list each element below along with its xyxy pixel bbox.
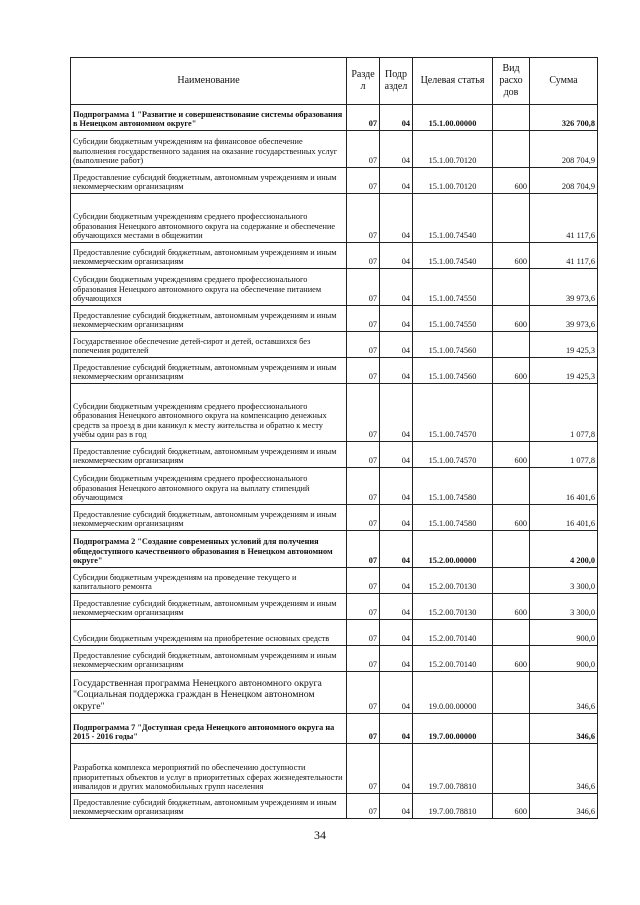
row-name-cell: Предоставление субсидий бюджетным, автономным учреждениям и иным некоммерческим организациям <box>71 306 347 332</box>
row-target-article-cell: 15.1.00.74540 <box>413 243 493 269</box>
row-target-article-cell: 19.7.00.00000 <box>413 714 493 744</box>
row-section-cell: 07 <box>347 306 380 332</box>
row-sum-cell: 346,6 <box>530 794 598 819</box>
row-expense-type-cell: 600 <box>493 794 530 819</box>
table-row <box>71 794 598 819</box>
table-row <box>71 505 598 531</box>
row-section-cell: 07 <box>347 568 380 594</box>
row-target-article-cell: 15.1.00.74560 <box>413 358 493 384</box>
row-subsection-cell: 04 <box>380 672 413 714</box>
row-name-cell: Предоставление субсидий бюджетным, автономным учреждениям и иным некоммерческим организациям <box>71 646 347 672</box>
row-sum-cell: 19 425,3 <box>530 358 598 384</box>
row-expense-type-cell <box>493 714 530 744</box>
row-name-cell: Государственная программа Ненецкого автономного округа "Социальная поддержка граждан в Ненецком автономном округе" <box>71 672 347 714</box>
row-section-cell: 07 <box>347 620 380 646</box>
table-row <box>71 646 598 672</box>
row-expense-type-cell: 600 <box>493 594 530 620</box>
row-target-article-cell: 19.0.00.00000 <box>413 672 493 714</box>
row-section-cell: 07 <box>347 531 380 568</box>
row-subsection-cell: 04 <box>380 442 413 468</box>
budget-table <box>70 57 598 819</box>
row-sum-cell: 39 973,6 <box>530 306 598 332</box>
row-section-cell: 07 <box>347 744 380 794</box>
row-section-cell: 07 <box>347 332 380 358</box>
table-row <box>71 131 598 168</box>
row-section-cell: 07 <box>347 442 380 468</box>
row-target-article-cell: 15.2.00.00000 <box>413 531 493 568</box>
table-row <box>71 468 598 505</box>
row-subsection-cell: 04 <box>380 744 413 794</box>
row-name-cell: Предоставление субсидий бюджетным, автономным учреждениям и иным некоммерческим организациям <box>71 168 347 194</box>
row-sum-cell: 900,0 <box>530 646 598 672</box>
header-sum: Сумма <box>530 58 598 105</box>
row-sum-cell: 41 117,6 <box>530 243 598 269</box>
row-sum-cell: 16 401,6 <box>530 505 598 531</box>
row-section-cell: 07 <box>347 794 380 819</box>
row-expense-type-cell <box>493 744 530 794</box>
table-row <box>71 442 598 468</box>
row-name-cell: Субсидии бюджетным учреждениям среднего профессионального образования Ненецкого автономного округа на содержание и обеспечение обучающихся местами в общежитии <box>71 194 347 243</box>
table-row <box>71 194 598 243</box>
row-name-cell: Предоставление субсидий бюджетным, автономным учреждениям и иным некоммерческим организациям <box>71 594 347 620</box>
row-name-cell: Подпрограмма 7 "Доступная среда Ненецкого автономного округа на 2015 - 2016 годы" <box>71 714 347 744</box>
row-name-cell: Предоставление субсидий бюджетным, автономным учреждениям и иным некоммерческим организациям <box>71 358 347 384</box>
row-subsection-cell: 04 <box>380 568 413 594</box>
row-section-cell: 07 <box>347 672 380 714</box>
row-subsection-cell: 04 <box>380 646 413 672</box>
row-name-cell: Субсидии бюджетным учреждениям на проведение текущего и капитального ремонта <box>71 568 347 594</box>
table-row <box>71 620 598 646</box>
row-target-article-cell: 15.1.00.74570 <box>413 442 493 468</box>
row-section-cell: 07 <box>347 646 380 672</box>
row-sum-cell: 3 300,0 <box>530 594 598 620</box>
row-name-cell: Предоставление субсидий бюджетным, автономным учреждениям и иным некоммерческим организациям <box>71 442 347 468</box>
row-sum-cell: 41 117,6 <box>530 194 598 243</box>
table-row <box>71 672 598 714</box>
row-name-cell: Государственное обеспечение детей-сирот и детей, оставшихся без попечения родителей <box>71 332 347 358</box>
row-sum-cell: 19 425,3 <box>530 332 598 358</box>
row-target-article-cell: 15.2.00.70130 <box>413 568 493 594</box>
row-target-article-cell: 19.7.00.78810 <box>413 744 493 794</box>
row-name-cell: Предоставление субсидий бюджетным, автономным учреждениям и иным некоммерческим организациям <box>71 243 347 269</box>
row-subsection-cell: 04 <box>380 243 413 269</box>
row-subsection-cell: 04 <box>380 794 413 819</box>
header-expense-type: Вид расхо дов <box>493 58 530 105</box>
table-row <box>71 243 598 269</box>
row-expense-type-cell: 600 <box>493 168 530 194</box>
row-target-article-cell: 15.1.00.74550 <box>413 269 493 306</box>
row-expense-type-cell <box>493 531 530 568</box>
row-target-article-cell: 15.1.00.74570 <box>413 384 493 442</box>
row-section-cell: 07 <box>347 194 380 243</box>
table-row <box>71 744 598 794</box>
row-sum-cell: 1 077,8 <box>530 384 598 442</box>
row-name-cell: Субсидии бюджетным учреждениям на финансовое обеспечение выполнения государственного задания на оказание государственных услуг (выполнение работ) <box>71 131 347 168</box>
row-target-article-cell: 15.1.00.70120 <box>413 168 493 194</box>
row-expense-type-cell <box>493 568 530 594</box>
row-subsection-cell: 04 <box>380 194 413 243</box>
row-name-cell: Подпрограмма 2 "Создание современных условий для получения общедоступного качественного образования в Ненецком автономном округе" <box>71 531 347 568</box>
row-sum-cell: 900,0 <box>530 620 598 646</box>
row-sum-cell: 4 200,0 <box>530 531 598 568</box>
table-row <box>71 568 598 594</box>
row-name-cell: Субсидии бюджетным учреждениям на приобретение основных средств <box>71 620 347 646</box>
table-row <box>71 168 598 194</box>
row-section-cell: 07 <box>347 269 380 306</box>
budget-table-sheet <box>70 57 597 819</box>
row-name-cell: Субсидии бюджетным учреждениям среднего профессионального образования Ненецкого автономного округа на выплату стипендий обучающимся <box>71 468 347 505</box>
row-sum-cell: 326 700,8 <box>530 105 598 131</box>
row-sum-cell: 208 704,9 <box>530 131 598 168</box>
row-subsection-cell: 04 <box>380 105 413 131</box>
row-section-cell: 07 <box>347 105 380 131</box>
table-row <box>71 714 598 744</box>
table-row <box>71 594 598 620</box>
row-sum-cell: 346,6 <box>530 744 598 794</box>
row-expense-type-cell <box>493 131 530 168</box>
row-name-cell: Субсидии бюджетным учреждениям среднего профессионального образования Ненецкого автономного округа на компенсацию денежных средств за проезд в дни каникул к месту жительства и обратно к месту учёбы один раз в год <box>71 384 347 442</box>
row-section-cell: 07 <box>347 505 380 531</box>
table-row <box>71 269 598 306</box>
header-name: Наименование <box>71 58 347 105</box>
row-sum-cell: 1 077,8 <box>530 442 598 468</box>
row-section-cell: 07 <box>347 468 380 505</box>
row-name-cell: Субсидии бюджетным учреждениям среднего профессионального образования Ненецкого автономного округа на обеспечение питанием обучающихся <box>71 269 347 306</box>
row-target-article-cell: 15.1.00.74540 <box>413 194 493 243</box>
row-subsection-cell: 04 <box>380 594 413 620</box>
page-number: 34 <box>314 828 326 842</box>
row-name-cell: Подпрограмма 1 "Развитие и совершенствование системы образования в Ненецком автономном округе" <box>71 105 347 131</box>
row-expense-type-cell <box>493 332 530 358</box>
row-section-cell: 07 <box>347 243 380 269</box>
row-subsection-cell: 04 <box>380 131 413 168</box>
row-target-article-cell: 15.1.00.74580 <box>413 505 493 531</box>
row-section-cell: 07 <box>347 358 380 384</box>
row-expense-type-cell: 600 <box>493 358 530 384</box>
row-expense-type-cell <box>493 384 530 442</box>
row-target-article-cell: 15.2.00.70140 <box>413 620 493 646</box>
row-expense-type-cell: 600 <box>493 646 530 672</box>
row-subsection-cell: 04 <box>380 468 413 505</box>
table-row <box>71 332 598 358</box>
row-subsection-cell: 04 <box>380 332 413 358</box>
table-row <box>71 531 598 568</box>
row-name-cell: Предоставление субсидий бюджетным, автономным учреждениям и иным некоммерческим организациям <box>71 794 347 819</box>
row-expense-type-cell <box>493 620 530 646</box>
row-expense-type-cell <box>493 468 530 505</box>
row-sum-cell: 39 973,6 <box>530 269 598 306</box>
row-subsection-cell: 04 <box>380 306 413 332</box>
row-subsection-cell: 04 <box>380 531 413 568</box>
table-row <box>71 358 598 384</box>
row-section-cell: 07 <box>347 168 380 194</box>
row-expense-type-cell: 600 <box>493 442 530 468</box>
header-target-article: Целевая статья <box>413 58 493 105</box>
row-expense-type-cell: 600 <box>493 306 530 332</box>
row-target-article-cell: 19.7.00.78810 <box>413 794 493 819</box>
header-subsection: Подр аздел <box>380 58 413 105</box>
table-header-row <box>71 58 598 105</box>
table-body <box>71 105 598 819</box>
row-expense-type-cell <box>493 194 530 243</box>
row-section-cell: 07 <box>347 714 380 744</box>
row-sum-cell: 3 300,0 <box>530 568 598 594</box>
row-name-cell: Разработка комплекса мероприятий по обеспечению доступности приоритетных объектов и услуг в приоритетных сферах жизнедеятельности инвалидов и других маломобильных групп населения <box>71 744 347 794</box>
row-subsection-cell: 04 <box>380 714 413 744</box>
row-subsection-cell: 04 <box>380 620 413 646</box>
row-target-article-cell: 15.1.00.74580 <box>413 468 493 505</box>
row-expense-type-cell <box>493 269 530 306</box>
row-sum-cell: 16 401,6 <box>530 468 598 505</box>
row-subsection-cell: 04 <box>380 168 413 194</box>
row-target-article-cell: 15.1.00.70120 <box>413 131 493 168</box>
row-expense-type-cell: 600 <box>493 243 530 269</box>
row-sum-cell: 346,6 <box>530 672 598 714</box>
header-section: Разде л <box>347 58 380 105</box>
row-sum-cell: 346,6 <box>530 714 598 744</box>
table-row <box>71 306 598 332</box>
row-target-article-cell: 15.2.00.70130 <box>413 594 493 620</box>
row-name-cell: Предоставление субсидий бюджетным, автономным учреждениям и иным некоммерческим организациям <box>71 505 347 531</box>
row-target-article-cell: 15.1.00.74550 <box>413 306 493 332</box>
row-subsection-cell: 04 <box>380 384 413 442</box>
table-row <box>71 105 598 131</box>
table-row <box>71 384 598 442</box>
row-sum-cell: 208 704,9 <box>530 168 598 194</box>
row-expense-type-cell: 600 <box>493 505 530 531</box>
row-section-cell: 07 <box>347 384 380 442</box>
row-subsection-cell: 04 <box>380 269 413 306</box>
row-target-article-cell: 15.1.00.00000 <box>413 105 493 131</box>
row-expense-type-cell <box>493 672 530 714</box>
row-subsection-cell: 04 <box>380 505 413 531</box>
row-target-article-cell: 15.2.00.70140 <box>413 646 493 672</box>
row-section-cell: 07 <box>347 131 380 168</box>
row-subsection-cell: 04 <box>380 358 413 384</box>
row-section-cell: 07 <box>347 594 380 620</box>
row-target-article-cell: 15.1.00.74560 <box>413 332 493 358</box>
row-expense-type-cell <box>493 105 530 131</box>
